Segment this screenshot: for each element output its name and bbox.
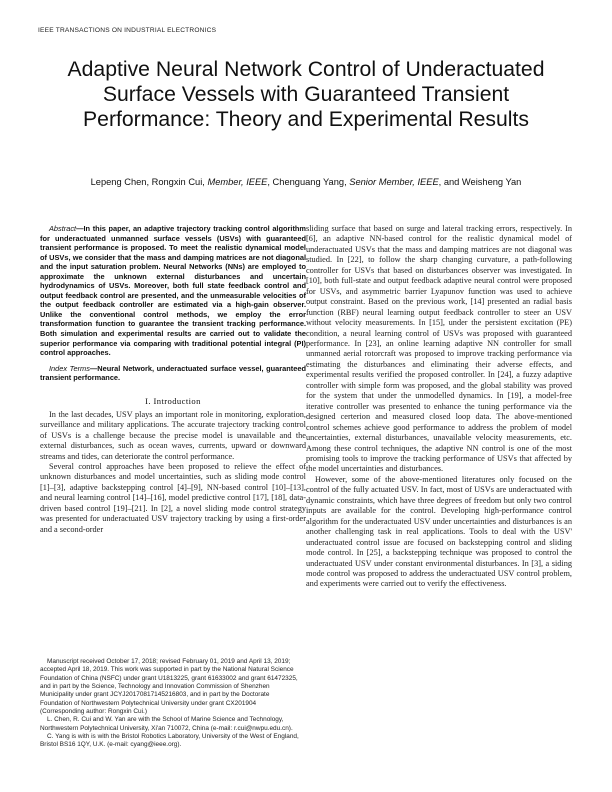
index-terms-text: —Neural Network, underactuated surface vessel, guaranteed transient performance. [40, 363, 306, 383]
abstract-text: —In this paper, an adaptive trajectory tracking control algorithm for underactuated unmanned surface vessels (USVs) with guaranteed transient performance is proposed. To meet the realistic dynamical model of USVs, we consider that the mass and damping matrices are not diagonal and the input saturation problem. Neural Networks (NNs) are employed to approximate the unknown external disturbances and uncertain hydrodynamics of USVs. Moreover, both full state feedback control and output feedback control are presented, and the unmeasurable velocities of the output feedback controller are estimated via a high-gain observer. Unlike the conventional control methods, we employ the error transformation function to guarantee the transient tracking performance. Both simulation and experimental results are carried out to validate the superior performance via comparing with traditional potential integral (PI) control approaches. [40, 224, 306, 358]
author-membership-2: Senior Member, IEEE [349, 177, 439, 187]
paper-title: Adaptive Neural Network Control of Underactuated Surface Vessels with Guaranteed Transient Performance: Theory and Experimental Results [67, 58, 545, 131]
right-column [306, 224, 572, 590]
abstract-label: Abstract [49, 224, 77, 233]
author-names-1: Lepeng Chen, Rongxin Cui, [90, 177, 205, 187]
abstract [40, 224, 306, 358]
intro-paragraph: In the last decades, USV plays an important role in monitoring, exploration, surveillance and military applications. The accurate trajectory tracking control of USVs is a challenge because the precise model is unavailable and the external disturbances, such as ocean waves, currents, upward or downward streams and tides, can deteriorate the control performance. [40, 409, 306, 461]
body-paragraph: However, some of the above-mentioned literatures only focused on the control of the fully actuated USV. In fact, most of USVs are underactuated with dynamic constraints, which have three degrees of freedom but only two control inputs are available for the control. Developing high-performance control algorithm for the underactuated USV under uncertainties and disturbances is an another challenging task in real applications. Tools to deal with the USV' underactuated control issue are focused on backstepping control and sliding mode control. In [25], a backstepping technique was proposed to control the underactuated USV under constant environmental disturbances. In [3], a siding mode control was proposed to address the underactuated USV control problem, and experiments were carried out to verify the effectiveness. [306, 474, 572, 589]
intro-paragraph: Several control approaches have been proposed to relieve the effect of unknown disturbances and model uncertainties, such as sliding mode control [1]–[3], adaptive backstepping control [4]–[9], NN-based control [10]–[13], and neural learning control [14]–[16], model predictive control [17], [18], data-driven based control [19]–[21]. In [2], a novel sliding mode control strategy was presented for underactuated USV trajectory tracking by using a first-order and a second-order [40, 462, 306, 534]
author-line [20, 177, 592, 187]
author-membership-1: Member, IEEE [207, 177, 268, 187]
author-names-2: , Chenguang Yang, [267, 177, 347, 187]
section-heading-introduction: I. Introduction [145, 395, 201, 406]
index-terms [40, 364, 306, 383]
index-terms-label: Index Terms [49, 363, 90, 373]
footnote-affiliation-1: L. Chen, R. Cui and W. Yan are with the School of Marine Science and Technology, Northwestern Polytechnical University, Xi'an 710072, China (e-mail: r.cui@nwpu.edu.cn). [40, 716, 293, 732]
left-column [40, 224, 306, 535]
running-head: IEEE TRANSACTIONS ON INDUSTRIAL ELECTRONICS [38, 27, 217, 34]
author-names-3: , and Weisheng Yan [438, 177, 522, 187]
footnote-block [40, 658, 302, 750]
body-paragraph: sliding surface that based on surge and lateral tracking errors, respectively. In [6], an adaptive NN-based control for the realistic dynamical model of underactuated USVs that the mass and damping matrices are not diagonal was studied. In [22], to follow the sharp changing curvature, a path-following controller for USVs that based on disturbances observer was investigated. In [10], both full-state and output feedback adaptive neural control were proposed for USVs, and asymmetric barrier Lyapunov function was used to achieve output constraint. Based on the previous work, [14] presented an radial basis function (RBF) neural learning output feedback controller to steer an USV without velocity measurements. In [15], under the persistent excitation (PE) condition, a neural learning control of USVs was proposed with guaranteed performance. In [23], an online learning adaptive NN controller for small unmanned aerial rotorcraft was proposed to improve tracking performance via estimating the disturbances and eliminating their adverse effects, and experimental results verified the proposed controller. In [24], a fuzzy adaptive controller with simple form was proposed, and the global stability was proved for the system that under the unmodelled dynamics. In [19], a model-free iterative controller was presented to enhance the tuning performance via the designed certerion and measured closed loop data. The above-mentioned control schemes achieve good performance to address the problem of model uncertainties, external disturbances, unavailable velocity measurements, etc. Among these control techniques, the adaptive NN control is one of the most promising tools to improve the tracking performance of USVs that affected by the model uncertainties and disturbances. [306, 224, 572, 474]
footnote-manuscript: Manuscript received October 17, 2018; revised February 01, 2019 and April 13, 2019; accepted April 18, 2019. This work was supported in part by the National Natural Science Foundation of China (NSFC) under grant U1813225, grant 61633002 and grant 61472325, and in part by the Science, Technology and Innovation Commission of Shenzhen Municipality under grant JCYJ20170817145216803, and in part by the Doctorate Foundation of Northwestern Polytechnical University under grant CX201904 (Corresponding author: Rongxin Cui.) [40, 658, 298, 716]
footnote-affiliation-2: C. Yang is with is with the Bristol Robotics Laboratory, University of the West of England, Bristol BS16 1QY, U.K. (e-mail: cyang@ieee.org). [40, 733, 299, 749]
